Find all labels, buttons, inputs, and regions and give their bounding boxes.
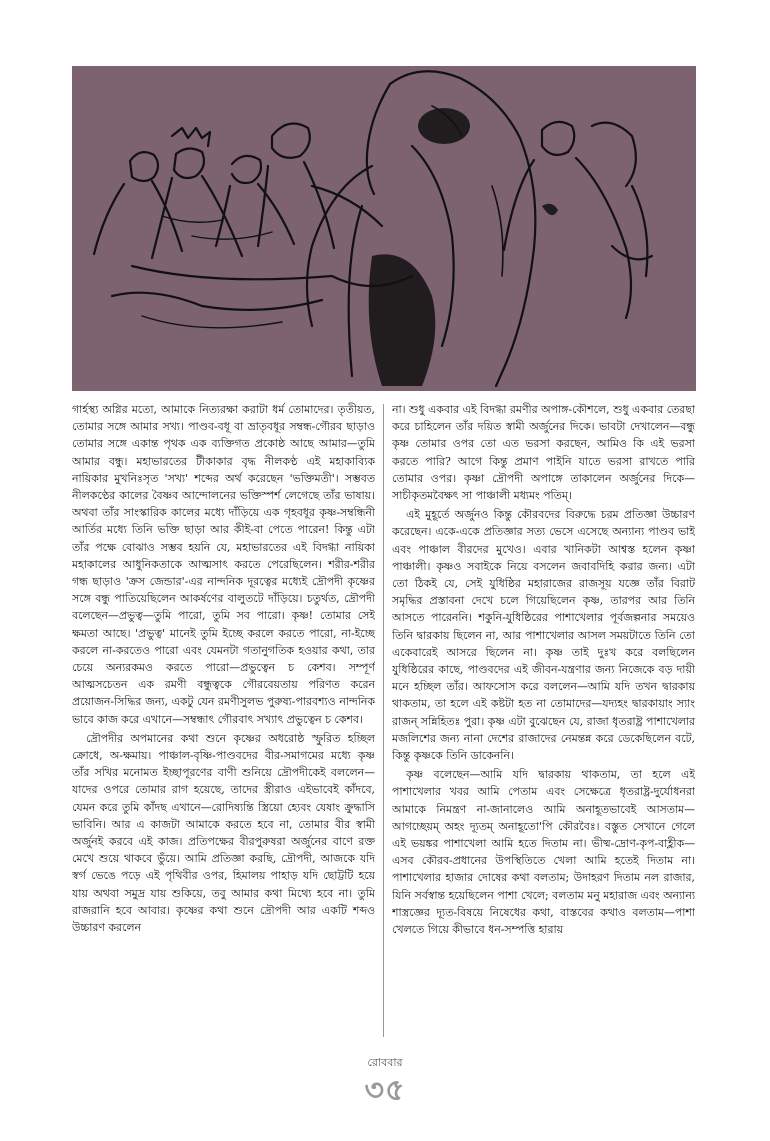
left-paragraph-2: দ্রৌপদীর অপমানের কথা শুনে কৃষ্ণের অধরোষ্ঠ স্ফুরিত হচ্ছিল ক্রোধে, অ-ক্ষমায়। পাঞ্চাল-বৃষ্ণি-পাণ্ডবদের বীর-সমাগমের মধ্যে কৃষ্ণ তাঁর সখির মনোমত ইচ্ছাপূরণের বাণী শুনিয়ে দ্রৌপদীকেই বললেন—যাদের ওপরে তোমার রাগ হয়েছে, তাদের স্ত্রীরাও এইভাবেই কাঁদবে, যেমন করে তুমি কাঁদছ এখানে—রোদিষ্যন্তি স্ত্রিয়ো হ্যেবং যেষাং ক্রুদ্ধাসি ভাবিনি। আর এ কাজটা আমাকে করতে হবে না, তোমার বীর স্বামী অর্জুনই করবে এই কাজ। প্রতিপক্ষের বীরপুরুষরা অর্জুনের বাণে রক্ত মেখে শুয়ে থাকবে ভুঁয়ে। আমি প্রতিজ্ঞা করছি, দ্রৌপদী, আজকে যদি স্বর্গ ভেঙে পড়ে এই পৃথিবীর ওপর, হিমালয় পাহাড় যদি ছোট্টটি হয়ে যায় অথবা সমুদ্র যায় শুকিয়ে, তবু আমার কথা মিথ্যে হবে না। তুমি রাজরানি হবে আবার। কৃষ্ণের কথা শুনে দ্রৌপদী আর একটি শব্দও উচ্চারণ করলেন xyxy=(72,731,375,935)
left-paragraph-1: গার্হস্থ্য অগ্নির মতো, আমাকে নিত্যরক্ষা করাটা ধর্ম তোমাদের। তৃতীয়ত, তোমার সঙ্গে আমার সখ্য। পাণ্ডব-বধূ বা ভ্রাতৃবধূর সম্বন্ধ-গৌরব ছাড়াও তোমার সঙ্গে একান্ত পৃথক এক ব্যক্তিগত প্রকোষ্ঠ আছে আমার—তুমি আমার বন্ধু। মহাভারতের টীকাকার বৃদ্ধ নীলকণ্ঠ এই মহাকাব্যিক নায়িকার মুখনিঃসৃত 'সখ্য' শব্দের অর্থ করেছেন 'ভক্তিমতী'। সম্ভবত নীলকণ্ঠের কালের বৈষ্ণব আন্দোলনের ভক্তিস্পর্শ লেগেছে তাঁর ভাষায়। অথবা তাঁর সাংস্কারিক কালের মধ্যে দাঁড়িয়ে এক গৃহবধূর কৃষ্ণ-সম্বন্ধিনী আর্তির মধ্যে তিনি ভক্তি ছাড়া আর কীই-বা পেতে পারেন! কিন্তু এটা তাঁর পক্ষে বোঝাও সম্ভব হয়নি যে, মহাভারতের এই বিদগ্ধা নায়িকা মহাকালের আধুনিকতাকে আত্মসাৎ করতে পেরেছিলেন। শরীর-শরীর গন্ধ ছাড়াও 'ক্রস জেন্ডার'-এর নান্দনিক দূরত্বের মধ্যেই দ্রৌপদী কৃষ্ণের সঙ্গে বন্ধু পাতিয়েছিলেন আকর্ষণের বালুতটে দাঁড়িয়ে। চতুর্থত, দ্রৌপদী বলেছেন—প্রভুত্ব—তুমি পারো, তুমি সব পারো। কৃষ্ণ! তোমার সেই ক্ষমতা আছে। 'প্রভুত্ব' মানেই তুমি ইচ্ছে করলে করতে পারো, না-ইচ্ছে করলে না-করতেও পারো এবং যেমনটা গতানুগতিক হওয়ার কথা, তার চেয়ে অন্যরকমও করতে পারো—প্রভুত্বেন চ কেশব। সম্পূর্ণ আত্মসচেতন এক রমণী বন্ধুত্বকে গৌরবেয়তায় পরিণত করেন প্রয়োজন-সিদ্ধির জন্য, একটু যেন রমণীসুলভ পুরুষ্য-পারবশ্যও নান্দনিক ভাবে কাজ করে এখানে—সম্বন্ধাৎ গৌরবাৎ সখ্যাৎ প্রভুত্বেন চ কেশব। xyxy=(72,403,375,726)
right-paragraph-2: এই মুহূর্তে অর্জুনও কিন্তু কৌরবদের বিরুদ্ধে চরম প্রতিজ্ঞা উচ্চারণ করেছেন। একে-একে প্রতিজ্ঞার সত্য ভেসে এসেছে অন্যান্য পাণ্ডব ভাই এবং পাঞ্চাল বীরদের মুখেও। এবার খানিকটা আশ্বস্ত হলেন কৃষ্ণা পাঞ্চালী। কৃষ্ণও সবাইকে নিয়ে বসলেন জবাবদিহি করার জন্য। এটা তো ঠিকই যে, সেই যুধিষ্ঠির মহারাজের রাজসূয় যজ্ঞে তাঁর বিরাট সমৃদ্ধির প্রস্তাবনা দেখে চলে গিয়েছিলেন কৃষ্ণ, তারপর আর তিনি আসতে পারেননি। শকুনি-যুধিষ্ঠিরের পাশাখেলার পূর্বজল্পনার সময়েও তিনি দ্বারকায় ছিলেন না, আর পাশাখেলার আসল সময়টাতে তিনি তো একেবারেই আসরে ছিলেন না। কৃষ্ণ তাই দুঃখ করে বলছিলেন যুধিষ্ঠিরের কাছে, পাণ্ডবদের এই জীবন-যন্ত্রণার জন্য নিজেকে বড় দায়ী মনে হচ্ছিল তাঁর। আফসোস করে বললেন—আমি যদি তখন দ্বারকায় থাকতাম, তা হলে এই কষ্টটা হত না তোমাদের—যদ্যহং দ্বারকায়াং স্যাং রাজন্ সন্নিহিতঃ পুরা। কৃষ্ণ এটা বুঝেছেন যে, রাজা ধৃতরাষ্ট্র পাশাখেলার মজলিশের জন্য নানা দেশের রাজাদের নেমন্তন্ন করে ডেকেছিলেন বটে, কিন্তু কৃষ্ণকে তিনি ডাকেননি। xyxy=(392,508,695,763)
column-divider xyxy=(383,404,384,1037)
magazine-label: রোববার xyxy=(367,1056,403,1069)
right-column xyxy=(392,401,695,1041)
left-column xyxy=(72,401,375,1041)
page-number: ৩৫ xyxy=(364,1073,406,1108)
draupadi-illustration xyxy=(72,66,696,391)
right-paragraph-1: না। শুধু একবার এই বিদগ্ধা রমণীর অপাঙ্গ-কৌশলে, শুধু একবার তেরছা করে চাহিলেন তাঁর দয়িত স্বামী অর্জুনের দিকে। ভাবটা দেখালেন—বন্ধু কৃষ্ণ তোমার ওপর তো এত ভরসা করছেন, আমিও কি এই ভরসা করতে পারি? আগে কিন্তু প্রমাণ পাইনি যাতে ভরসা রাখতে পারি তোমার ওপর। কৃষ্ণা দ্রৌপদী অপাঙ্গে তাকালেন অর্জুনের দিকে—সাচীকৃতমবৈক্ষৎ সা পাঞ্চালী মধ্যমং পতিম্‌। xyxy=(392,403,695,503)
right-paragraph-3: কৃষ্ণ বলেছেন—আমি যদি দ্বারকায় থাকতাম, তা হলে এই পাশাখেলার খবর আমি পেতাম এবং সেক্ষেত্রে ধৃতরাষ্ট্র-দুর্যোধনরা আমাকে নিমন্ত্রণ না-জানালেও আমি অনাহূতভাবেই আসতাম—আগচ্ছেয়ম্ অহং দ্যূতম্ অনাহূতো'পি কৌরবৈঃ। বস্তুত সেখানে গেলে এই ভয়ঙ্কর পাশাখেলা আমি হতে দিতাম না। ভীষ্ম-দ্রোণ-কৃপ-বাহ্লীক—এসব কৌরব-প্রধানের উপস্থিতিতে খেলা আমি হতেই দিতাম না। পাশাখেলার হাজার দোষের কথা বলতাম; উদাহরণ দিতাম নল রাজার, যিনি সর্বস্বান্ত হয়েছিলেন পাশা খেলে; বলতাম মনু মহারাজ এবং অন্যান্য শাস্ত্রজ্ঞের দ্যূত-বিষয়ে নিষেধের কথা, বাস্তবের কথাও বলতাম—পাশা খেলতে গিয়ে কীভাবে ধন-সম্পত্তি হারায় xyxy=(392,768,695,937)
illustration xyxy=(72,66,696,391)
